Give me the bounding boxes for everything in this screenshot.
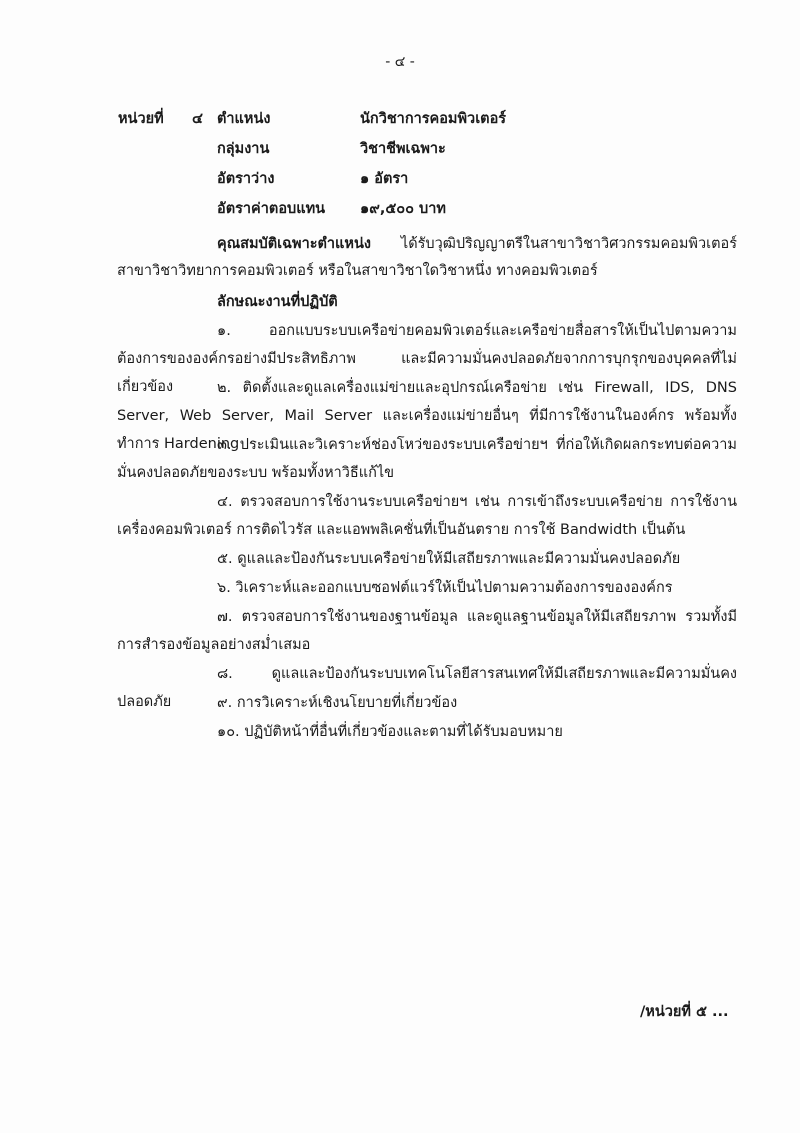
next-page-marker: /หน่วยที่ ๕ ... — [640, 1004, 729, 1020]
info-key-salary: อัตราค่าตอบแทน — [217, 201, 326, 217]
duty-item-6: ๖. วิเคราะห์และออกแบบซอฟต์แวร์ให้เป็นไปตามความต้องการขององค์กร — [217, 580, 673, 596]
info-value-position: นักวิชาการคอมพิวเตอร์ — [360, 111, 507, 127]
qualification-paragraph — [117, 231, 737, 285]
page-number: - ๔ - — [385, 54, 415, 70]
info-value-salary: ๑๙,๕๐๐ บาท — [360, 201, 446, 217]
duty-item-1: ๑. ออกแบบระบบเครือข่ายคอมพิวเตอร์และเครือข่ายสื่อสารให้เป็นไปตามความต้องการขององค์กรอย่างมีประสิทธิภาพ และมีความมั่นคงปลอดภัยจากการบุกรุกของบุคคลที่ไม่เกี่ยวข้อง — [117, 323, 737, 395]
info-key-vacancy: อัตราว่าง — [217, 171, 275, 187]
info-value-group: วิชาชีพเฉพาะ — [360, 141, 446, 157]
qualification-label: คุณสมบัติเฉพาะตำแหน่ง — [217, 236, 371, 252]
duty-item-8: ๘. ดูแลและป้องกันระบบเทคโนโลยีสารสนเทศให้มีเสถียรภาพและมีความมั่นคง ปลอดภัย — [117, 666, 737, 710]
duty-item-7: ๗. ตรวจสอบการใช้งานของฐานข้อมูล และดูแลฐานข้อมูลให้มีเสถียรภาพ รวมทั้งมีการสำรองข้อมูลอย่างสม่ำเสมอ — [117, 609, 737, 653]
unit-number: ๔ — [192, 111, 203, 127]
duty-item-9: ๙. การวิเคราะห์เชิงนโยบายที่เกี่ยวข้อง — [217, 695, 458, 711]
info-key-group: กลุ่มงาน — [217, 141, 270, 157]
duty-item-5: ๕. ดูแลและป้องกันระบบเครือข่ายให้มีเสถียรภาพและมีความมั่นคงปลอดภัย — [217, 551, 681, 567]
unit-label: หน่วยที่ — [118, 111, 164, 127]
info-value-vacancy: ๑ อัตรา — [360, 171, 409, 187]
duty-item-10: ๑๐. ปฏิบัติหน้าที่อื่นที่เกี่ยวข้องและตามที่ได้รับมอบหมาย — [217, 724, 563, 740]
duty-item-4: ๔. ตรวจสอบการใช้งานระบบเครือข่ายฯ เช่น การเข้าถึงระบบเครือข่าย การใช้งานเครื่องคอมพิวเตอร์ การติดไวรัส และแอพพลิเคชั่นที่เป็นอันตราย การใช้ Bandwidth เป็นต้น — [117, 494, 737, 538]
duty-item-2: ๒. ติดตั้งและดูแลเครื่องแม่ข่ายและอุปกรณ์เครือข่าย เช่น Firewall, IDS, DNS Server, Web Server, Mail Server และเครื่องแม่ข่ายอื่นๆ ที่มีการใช้งานในองค์กร พร้อมทั้งทำการ Hardening — [117, 380, 737, 452]
duty-item-3: ๓. ประเมินและวิเคราะห์ช่องโหว่ของระบบเครือข่ายฯ ที่ก่อให้เกิดผลกระทบต่อความมั่นคงปลอดภัยของระบบ พร้อมทั้งหาวิธีแก้ไข — [117, 437, 737, 481]
info-key-position: ตำแหน่ง — [217, 111, 271, 127]
duties-heading: ลักษณะงานที่ปฏิบัติ — [217, 294, 338, 310]
qualification-text: ได้รับวุฒิปริญญาตรีในสาขาวิชาวิศวกรรมคอมพิวเตอร์ สาขาวิชาวิทยาการคอมพิวเตอร์ หรือในสาขาวิชาใดวิชาหนึ่ง ทางคอมพิวเตอร์ — [117, 236, 737, 279]
